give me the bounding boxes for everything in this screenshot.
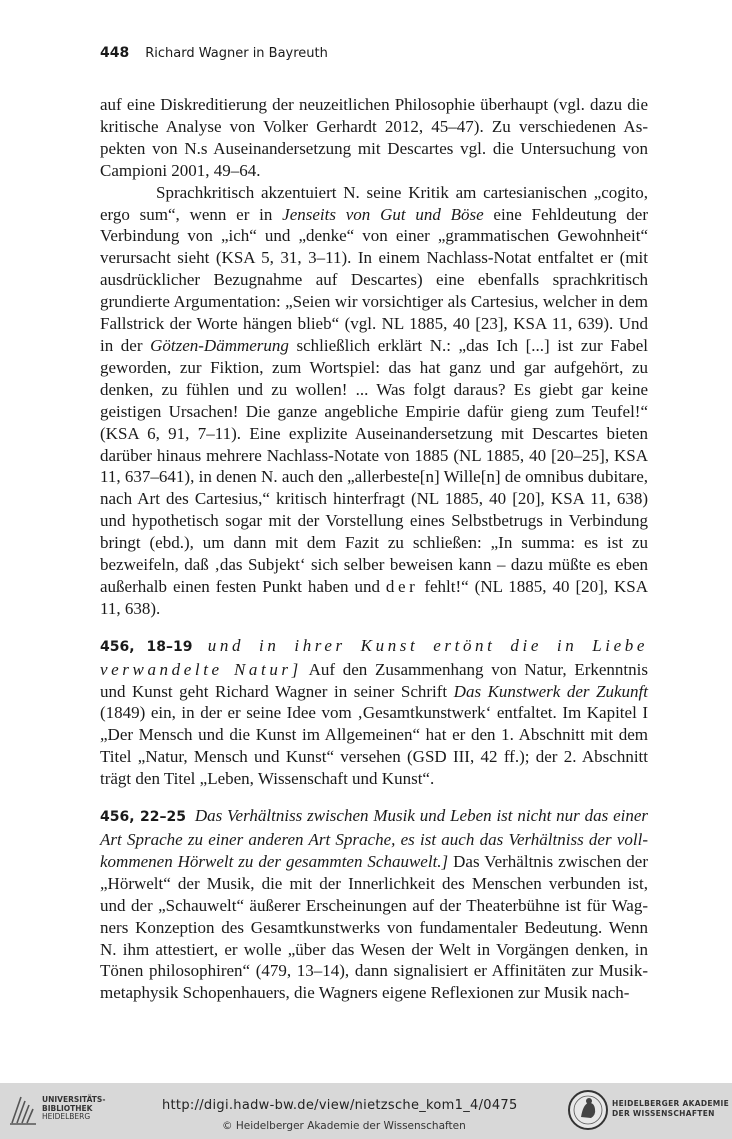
work-title: Jenseits von Gut und Böse (282, 204, 484, 224)
running-title: Richard Wagner in Bayreuth (145, 46, 328, 61)
commentary-text: Das Verhältnis zwischen der „Hörwelt“ der Musik, die mit der Innerlichkeit des Menschen verbunden ist, und der „Schauwelt“ äußerer Erscheinungen auf der Theaterbühne ist für Wagners Konzeption des Gesamtkunstwerks von fundamentaler Bedeutung. Wenn N. ihm attestiert, er wolle „über das Wesen der Welt in Vorgängen denken, in Tönen philosophiren“ (479, 13–14), dann signalisiert er Affinitäten zur Musikmetaphysik Schopenhauers, die Wagners eigene Reflexionen zur Musik nach- (100, 851, 648, 1003)
academy-name-line: DER WISSENSCHAFTEN (612, 1109, 715, 1118)
emphasis-spaced: der (385, 576, 419, 596)
commentary-entry-2 (100, 805, 648, 1004)
text-run: eine Fehldeutung der Verbindung von „ich“ und „denke“ von einer „grammatischen Gewohnheit“ verursacht sieht (KSA 5, 31, 3–11). In einem Nachlass-Notat entfaltet er (mit ausdrücklicher Bezugnahme auf Descartes) eine ebenfalls sprachkritisch grundierte Argumentation: „Seien wir vorsichtiger als Cartesius, welcher in dem Fallstrick der Worte hängen blieb“ (vgl. NL 1885, 40 [23], KSA 11, 639). Und in der (100, 204, 648, 355)
library-name-line: HEIDELBERG (42, 1112, 91, 1121)
academy-seal-icon (566, 1087, 610, 1133)
page-number: 448 (100, 45, 130, 61)
university-library-name (42, 1096, 105, 1122)
main-text (100, 94, 648, 1004)
text-run: fehlt!“ (NL 1885, 40 [20], KSA 11, 638). (100, 576, 648, 618)
commentary-text: (1849) ein, in der er seine Idee vom ‚Gesamtkunstwerk‘ entfaltet. Im Kapitel I „Der Mensch und die Kunst im Allgemeinen“ hat er den 1. Abschnitt mit dem Titel „Natur, Mensch und Kunst“ versehen (GSD III, 42 ff.); der 2. Abschnitt trägt den Titel „Leben, Wissenschaft und Kunst“. (100, 703, 648, 789)
text-run: schließlich erklärt N.: „das Ich [...] ist zur Fabel geworden, zur Fiktion, zum Wortspiel: das hat ganz und gar aufgehört, zu denken, zu fühlen und zu wollen! ... Was folgt daraus? Es giebt gar keine geistigen Ursachen! Die ganze angebliche Empirie dafür gieng zum Teufel!“ (KSA 6, 91, 7–11). Eine explizite Auseinandersetzung mit Descartes bieten darüber hinaus mehrere Nachlass-Notate von 1885 (NL 1885, 40 [20–25], KSA 11, 637–641), in denen N. auch den „allerbeste[n] Wille[n] de omnibus dubitare, nach Art des Cartesius,“ kritisch hinterfragt (NL 1885, 40 [20], KSA 11, 638) und hypothetisch sogar mit der Vorstellung eines Selbstbetrugs in Verbindung bringt (ebd.), um dann mit dem Fazit zu schließen: „In summa: es ist zu bezweifeln, daß ‚das Subjekt‘ sich selber beweisen kann – dazu müßte es eben außerhalb einen festen Punkt haben und (100, 335, 648, 596)
academy-name-line: HEIDELBERGER AKADEMIE (612, 1099, 730, 1108)
text-run: Sprachkritisch akzentuiert N. seine Kritik am cartesianischen „cogito, ergo sum“, wenn er in (100, 182, 648, 224)
university-library-logo-icon (8, 1093, 38, 1127)
commentary-entry-1 (100, 635, 648, 790)
copyright-notice: © Heidelberger Akademie der Wissenschaften (222, 1120, 466, 1132)
paragraph-2 (100, 182, 648, 620)
paragraph-1: auf eine Diskreditierung der neuzeitlichen Philosophie überhaupt (vgl. dazu die kritische Analyse von Volker Gerhardt 2012, 45–47). Zu verschiedenen Aspekten von N.s Auseinandersetzung mit Descartes vgl. die Untersuchung von Campioni 2001, 49–64. (100, 95, 648, 180)
academy-name (612, 1099, 729, 1119)
lemma-reference: 456, 22–25 (100, 809, 186, 826)
work-title: Das Kunstwerk der Zukunft (453, 681, 648, 701)
library-name-line: UNIVERSITÄTS- (42, 1095, 106, 1104)
library-name-line: BIBLIOTHEK (42, 1103, 93, 1113)
lemma: Das Verhältniss zwischen Musik und Leben ist nicht nur das einer Art Sprache zu einer anderen Art Sprache, es ist auch das Verhältniss der vollkommenen Hörwelt zu der gesammten Schauwelt.] (100, 806, 648, 871)
lemma: und in ihrer Kunst ertönt die in Liebe verwandelte Natur] (100, 635, 649, 679)
commentary-text: Auf den Zusammenhang von Natur, Erkenntnis und Kunst geht Richard Wagner in seiner Schrift (100, 659, 648, 701)
running-head (100, 43, 328, 64)
lemma-reference: 456, 18–19 (100, 638, 193, 655)
work-title: Götzen-Dämmerung (150, 335, 289, 355)
permalink[interactable]: http://digi.hadw-bw.de/view/nietzsche_kom1_4/0475 (162, 1098, 518, 1113)
footer-bar (0, 1083, 732, 1139)
